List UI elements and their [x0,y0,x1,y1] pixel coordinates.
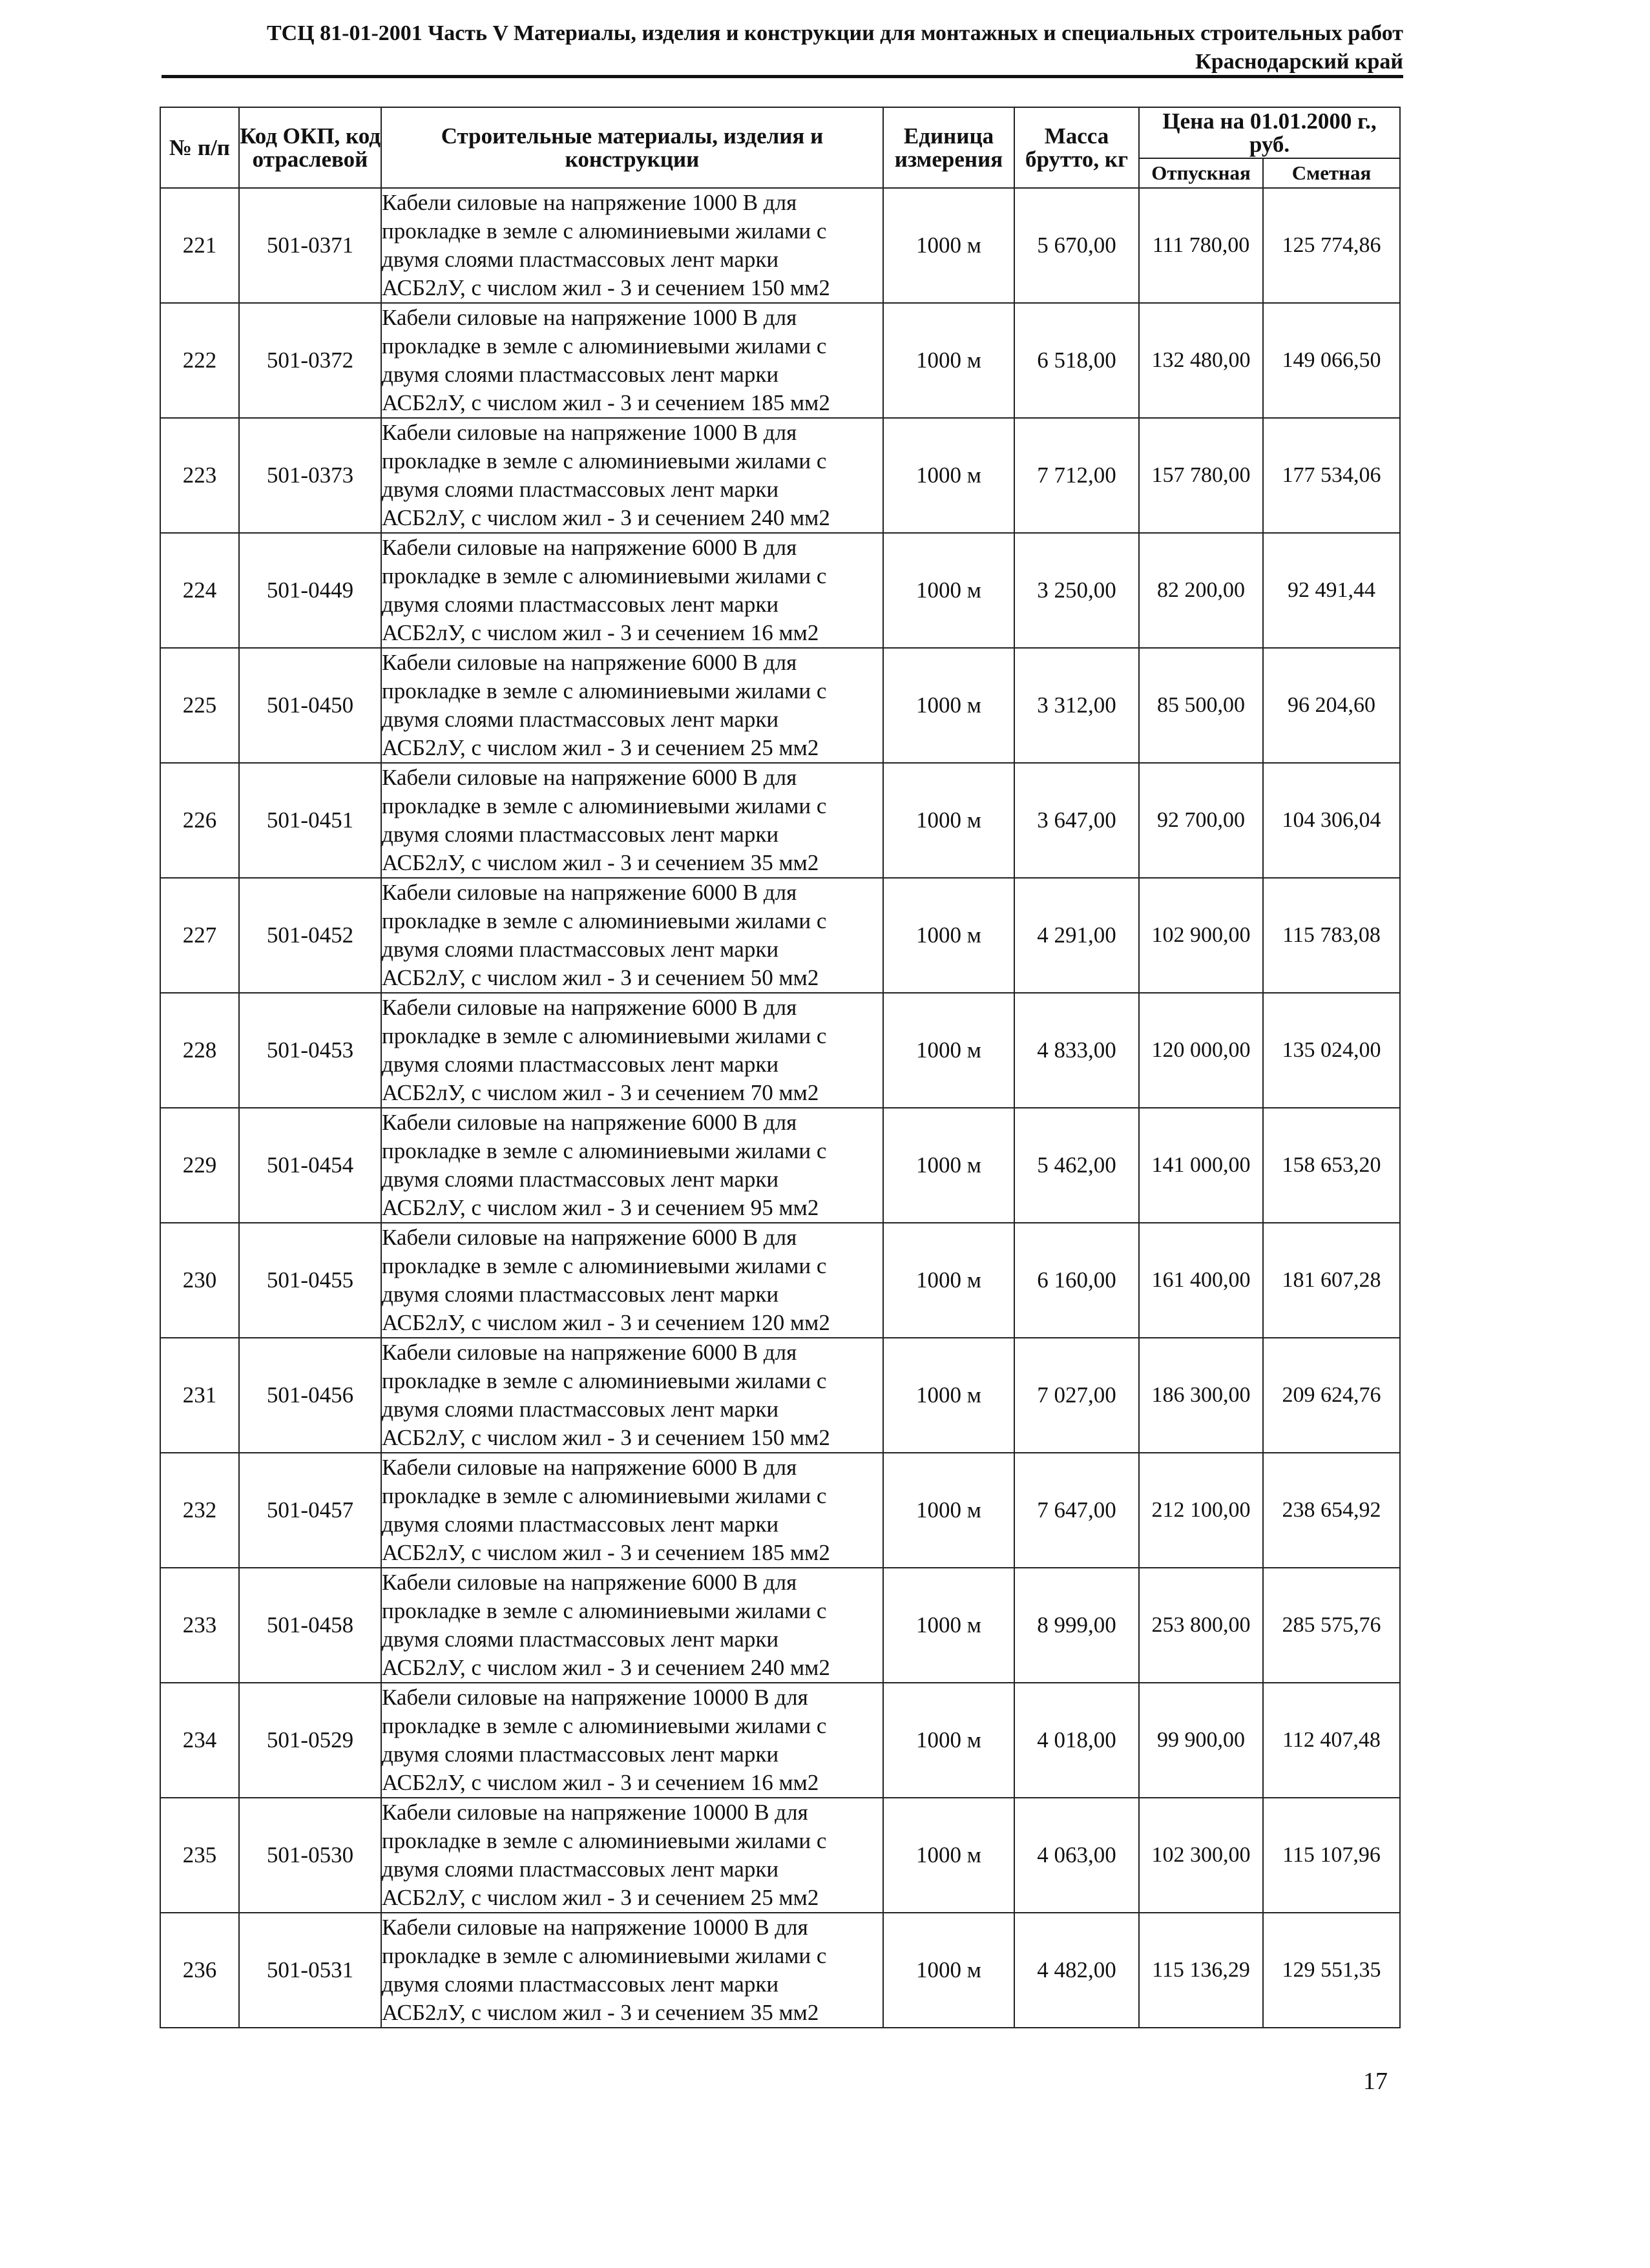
gross-mass: 3 312,00 [1014,648,1139,763]
okp-code: 501-0455 [239,1223,381,1338]
price-release: 82 200,00 [1139,533,1263,648]
description-line: АСБ2лУ, с числом жил - 3 и сечением 70 мм2 [382,1080,819,1105]
description-line: АСБ2лУ, с числом жил - 3 и сечением 120 мм2 [382,1310,830,1335]
description-line: прокладке в земле с алюминиевыми жилами с [382,1598,827,1623]
row-number: 225 [160,648,239,763]
row-number: 222 [160,303,239,418]
col-header-price-release: Отпускная [1139,158,1263,188]
unit-of-measure: 1000 м [883,648,1014,763]
col-header-price: Цена на 01.01.2000 г., руб. [1139,107,1400,158]
material-description [381,993,883,1108]
gross-mass: 6 518,00 [1014,303,1139,418]
table-row [160,1568,1400,1683]
row-number: 231 [160,1338,239,1453]
material-description [381,418,883,533]
description-line: АСБ2лУ, с числом жил - 3 и сечением 240 мм2 [382,505,830,530]
price-release: 102 300,00 [1139,1798,1263,1913]
table-row [160,878,1400,993]
price-estimate: 158 653,20 [1263,1108,1400,1223]
description-line: двумя слоями пластмассовых лент марки [382,247,779,272]
unit-of-measure: 1000 м [883,993,1014,1108]
okp-code: 501-0457 [239,1453,381,1568]
description-line: Кабели силовые на напряжение 6000 В для [382,650,797,675]
material-description [381,878,883,993]
description-line: двумя слоями пластмассовых лент марки [382,1397,779,1422]
price-estimate: 238 654,92 [1263,1453,1400,1568]
table-row [160,188,1400,303]
gross-mass: 5 462,00 [1014,1108,1139,1223]
price-estimate: 181 607,28 [1263,1223,1400,1338]
description-line: АСБ2лУ, с числом жил - 3 и сечением 240 мм2 [382,1655,830,1680]
material-description [381,1338,883,1453]
description-line: двумя слоями пластмассовых лент марки [382,1857,779,1882]
description-line: Кабели силовые на напряжение 6000 В для [382,1570,797,1595]
price-release: 85 500,00 [1139,648,1263,763]
description-line: АСБ2лУ, с числом жил - 3 и сечением 25 мм2 [382,1885,819,1910]
price-release: 111 780,00 [1139,188,1263,303]
gross-mass: 6 160,00 [1014,1223,1139,1338]
description-line: прокладке в земле с алюминиевыми жилами с [382,1483,827,1508]
okp-code: 501-0372 [239,303,381,418]
description-line: прокладке в земле с алюминиевыми жилами с [382,1713,827,1738]
price-release: 186 300,00 [1139,1338,1263,1453]
unit-of-measure: 1000 м [883,1568,1014,1683]
unit-of-measure: 1000 м [883,188,1014,303]
row-number: 234 [160,1683,239,1798]
description-line: прокладке в земле с алюминиевыми жилами с [382,563,827,588]
gross-mass: 7 647,00 [1014,1453,1139,1568]
gross-mass: 7 712,00 [1014,418,1139,533]
gross-mass: 4 291,00 [1014,878,1139,993]
okp-code: 501-0458 [239,1568,381,1683]
description-line: Кабели силовые на напряжение 6000 В для [382,1225,797,1250]
materials-price-table [160,107,1401,2028]
description-line: Кабели силовые на напряжение 6000 В для [382,880,797,905]
description-line: Кабели силовые на напряжение 6000 В для [382,535,797,560]
description-line: прокладке в земле с алюминиевыми жилами с [382,1368,827,1393]
price-estimate: 115 107,96 [1263,1798,1400,1913]
price-estimate: 177 534,06 [1263,418,1400,533]
col-header-name: Строительные материалы, изделия и конструкции [381,107,883,188]
material-description [381,648,883,763]
material-description [381,1913,883,2028]
unit-of-measure: 1000 м [883,533,1014,648]
description-line: прокладке в земле с алюминиевыми жилами с [382,908,827,933]
price-estimate: 149 066,50 [1263,303,1400,418]
unit-of-measure: 1000 м [883,1683,1014,1798]
table-row [160,993,1400,1108]
page-number: 17 [1363,2068,1388,2095]
gross-mass: 3 250,00 [1014,533,1139,648]
description-line: Кабели силовые на напряжение 6000 В для [382,1110,797,1135]
okp-code: 501-0449 [239,533,381,648]
price-estimate: 112 407,48 [1263,1683,1400,1798]
description-line: двумя слоями пластмассовых лент марки [382,1512,779,1537]
price-estimate: 125 774,86 [1263,188,1400,303]
price-release: 157 780,00 [1139,418,1263,533]
description-line: Кабели силовые на напряжение 1000 В для [382,190,797,215]
okp-code: 501-0456 [239,1338,381,1453]
description-line: АСБ2лУ, с числом жил - 3 и сечением 185 мм2 [382,390,830,415]
page-header [162,19,1403,76]
material-description [381,188,883,303]
table-row [160,1683,1400,1798]
description-line: прокладке в земле с алюминиевыми жилами с [382,793,827,818]
material-description [381,1798,883,1913]
gross-mass: 8 999,00 [1014,1568,1139,1683]
description-line: АСБ2лУ, с числом жил - 3 и сечением 16 мм2 [382,1770,819,1795]
description-line: Кабели силовые на напряжение 6000 В для [382,765,797,790]
table-row [160,1913,1400,2028]
gross-mass: 5 670,00 [1014,188,1139,303]
price-release: 141 000,00 [1139,1108,1263,1223]
description-line: прокладке в земле с алюминиевыми жилами с [382,1023,827,1048]
gross-mass: 4 833,00 [1014,993,1139,1108]
header-rule [162,75,1403,78]
description-line: прокладке в земле с алюминиевыми жилами с [382,218,827,244]
description-line: Кабели силовые на напряжение 6000 В для [382,1340,797,1365]
description-line: двумя слоями пластмассовых лент марки [382,1627,779,1652]
row-number: 233 [160,1568,239,1683]
price-estimate: 135 024,00 [1263,993,1400,1108]
region-label: Краснодарский край [1195,50,1403,74]
description-line: двумя слоями пластмассовых лент марки [382,822,779,847]
row-number: 229 [160,1108,239,1223]
description-line: прокладке в земле с алюминиевыми жилами с [382,1828,827,1853]
description-line: Кабели силовые на напряжение 6000 В для [382,1455,797,1480]
description-line: АСБ2лУ, с числом жил - 3 и сечением 150 мм2 [382,1425,830,1450]
row-number: 235 [160,1798,239,1913]
price-release: 132 480,00 [1139,303,1263,418]
description-line: прокладке в земле с алюминиевыми жилами с [382,333,827,359]
okp-code: 501-0454 [239,1108,381,1223]
gross-mass: 7 027,00 [1014,1338,1139,1453]
okp-code: 501-0373 [239,418,381,533]
table-row [160,648,1400,763]
description-line: Кабели силовые на напряжение 10000 В для [382,1915,808,1940]
price-release: 212 100,00 [1139,1453,1263,1568]
row-number: 230 [160,1223,239,1338]
gross-mass: 4 482,00 [1014,1913,1139,2028]
row-number: 224 [160,533,239,648]
unit-of-measure: 1000 м [883,1338,1014,1453]
material-description [381,1683,883,1798]
row-number: 228 [160,993,239,1108]
table-row [160,1338,1400,1453]
table-row [160,1223,1400,1338]
description-line: Кабели силовые на напряжение 10000 В для [382,1685,808,1710]
table-row [160,1453,1400,1568]
unit-of-measure: 1000 м [883,1108,1014,1223]
description-line: двумя слоями пластмассовых лент марки [382,362,779,387]
unit-of-measure: 1000 м [883,418,1014,533]
price-estimate: 285 575,76 [1263,1568,1400,1683]
price-release: 115 136,29 [1139,1913,1263,2028]
col-header-num: № п/п [160,107,239,188]
price-release: 92 700,00 [1139,763,1263,878]
material-description [381,1453,883,1568]
price-release: 99 900,00 [1139,1683,1263,1798]
description-line: прокладке в земле с алюминиевыми жилами с [382,1138,827,1163]
price-release: 102 900,00 [1139,878,1263,993]
material-description [381,303,883,418]
unit-of-measure: 1000 м [883,1453,1014,1568]
price-estimate: 104 306,04 [1263,763,1400,878]
table-row [160,418,1400,533]
price-estimate: 92 491,44 [1263,533,1400,648]
description-line: Кабели силовые на напряжение 10000 В для [382,1800,808,1825]
description-line: АСБ2лУ, с числом жил - 3 и сечением 35 мм2 [382,2000,819,2025]
row-number: 236 [160,1913,239,2028]
okp-code: 501-0453 [239,993,381,1108]
okp-code: 501-0371 [239,188,381,303]
gross-mass: 4 063,00 [1014,1798,1139,1913]
description-line: АСБ2лУ, с числом жил - 3 и сечением 150 мм2 [382,275,830,300]
price-release: 161 400,00 [1139,1223,1263,1338]
description-line: двумя слоями пластмассовых лент марки [382,707,779,732]
unit-of-measure: 1000 м [883,1798,1014,1913]
unit-of-measure: 1000 м [883,878,1014,993]
material-description [381,1108,883,1223]
price-estimate: 209 624,76 [1263,1338,1400,1453]
description-line: двумя слоями пластмассовых лент марки [382,1742,779,1767]
okp-code: 501-0451 [239,763,381,878]
table-row [160,763,1400,878]
material-description [381,533,883,648]
col-header-code: Код ОКП, код отраслевой [239,107,381,188]
col-header-price-estimate: Сметная [1263,158,1400,188]
unit-of-measure: 1000 м [883,303,1014,418]
price-release: 120 000,00 [1139,993,1263,1108]
description-line: двумя слоями пластмассовых лент марки [382,1167,779,1192]
gross-mass: 3 647,00 [1014,763,1139,878]
price-estimate: 129 551,35 [1263,1913,1400,2028]
unit-of-measure: 1000 м [883,1223,1014,1338]
table-row [160,303,1400,418]
description-line: двумя слоями пластмассовых лент марки [382,1052,779,1077]
document-title: ТСЦ 81-01-2001 Часть V Материалы, изделия и конструкции для монтажных и специальных строительных работ [266,21,1403,45]
description-line: двумя слоями пластмассовых лент марки [382,1282,779,1307]
description-line: Кабели силовые на напряжение 1000 В для [382,305,797,330]
col-header-mass: Масса брутто, кг [1014,107,1139,188]
description-line: двумя слоями пластмассовых лент марки [382,1971,779,1997]
price-release: 253 800,00 [1139,1568,1263,1683]
okp-code: 501-0450 [239,648,381,763]
unit-of-measure: 1000 м [883,1913,1014,2028]
row-number: 232 [160,1453,239,1568]
description-line: прокладке в земле с алюминиевыми жилами с [382,1943,827,1968]
description-line: Кабели силовые на напряжение 6000 В для [382,995,797,1020]
description-line: АСБ2лУ, с числом жил - 3 и сечением 25 мм2 [382,735,819,760]
description-line: двумя слоями пластмассовых лент марки [382,937,779,962]
row-number: 223 [160,418,239,533]
description-line: АСБ2лУ, с числом жил - 3 и сечением 35 мм2 [382,850,819,875]
table-row [160,533,1400,648]
price-estimate: 115 783,08 [1263,878,1400,993]
row-number: 226 [160,763,239,878]
price-estimate: 96 204,60 [1263,648,1400,763]
unit-of-measure: 1000 м [883,763,1014,878]
material-description [381,763,883,878]
description-line: прокладке в земле с алюминиевыми жилами с [382,448,827,473]
okp-code: 501-0452 [239,878,381,993]
description-line: АСБ2лУ, с числом жил - 3 и сечением 16 мм2 [382,620,819,645]
okp-code: 501-0530 [239,1798,381,1913]
table-row [160,1798,1400,1913]
description-line: прокладке в земле с алюминиевыми жилами с [382,1253,827,1278]
description-line: двумя слоями пластмассовых лент марки [382,477,779,502]
description-line: АСБ2лУ, с числом жил - 3 и сечением 95 мм2 [382,1195,819,1220]
description-line: АСБ2лУ, с числом жил - 3 и сечением 50 мм2 [382,965,819,990]
row-number: 221 [160,188,239,303]
okp-code: 501-0529 [239,1683,381,1798]
material-description [381,1223,883,1338]
row-number: 227 [160,878,239,993]
table-row [160,1108,1400,1223]
description-line: АСБ2лУ, с числом жил - 3 и сечением 185 мм2 [382,1540,830,1565]
gross-mass: 4 018,00 [1014,1683,1139,1798]
description-line: двумя слоями пластмассовых лент марки [382,592,779,617]
material-description [381,1568,883,1683]
col-header-unit: Единица измерения [883,107,1014,188]
description-line: прокладке в земле с алюминиевыми жилами с [382,678,827,703]
description-line: Кабели силовые на напряжение 1000 В для [382,420,797,445]
okp-code: 501-0531 [239,1913,381,2028]
